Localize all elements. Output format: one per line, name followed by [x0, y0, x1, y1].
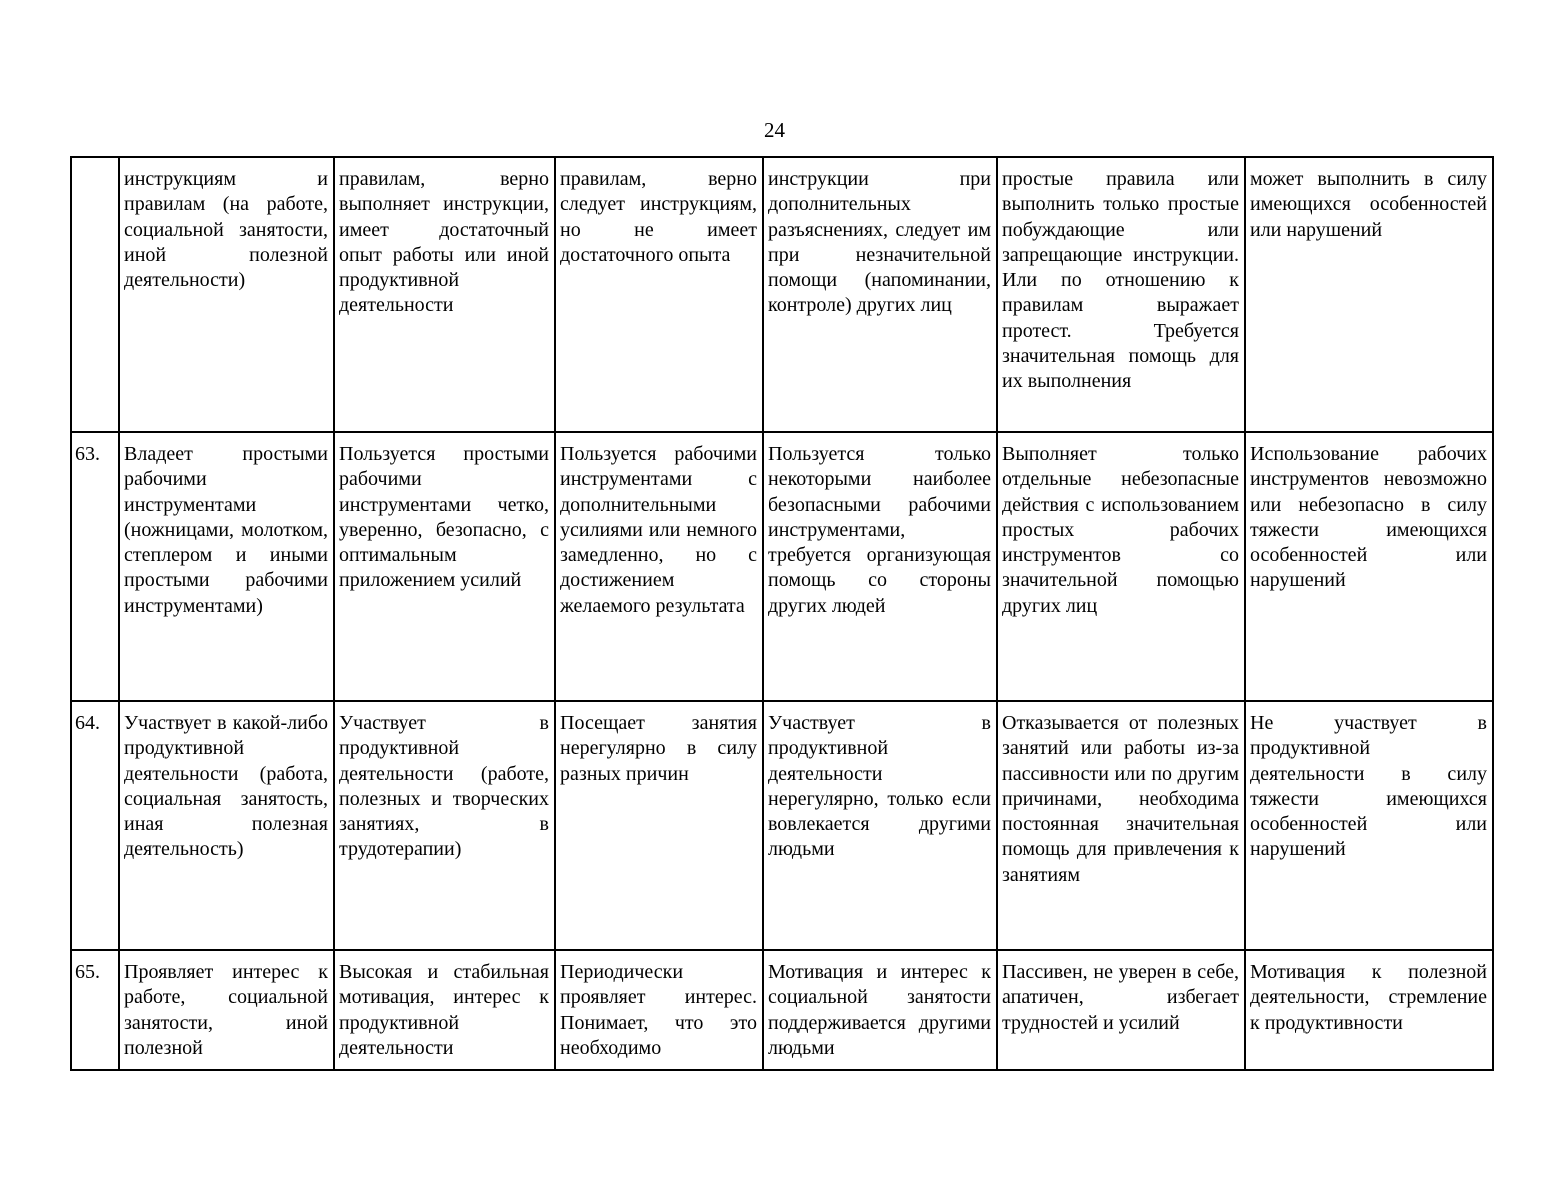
level-2-cell: Пользуется только некоторыми наиболее безопасными рабочими инструментами, требуется организующая помощь со стороны других людей — [763, 432, 997, 701]
level-4-cell: Мотивация к полезной деятельности, стремление к продуктивности — [1245, 950, 1493, 1070]
level-1-cell: правилам, верно следует инструкциям, но не имеет достаточного опыта — [555, 157, 763, 432]
page-number: 24 — [764, 118, 785, 142]
level-4-cell: Не участвует в продуктивной деятельности в силу тяжести имеющихся особенностей или нарушений — [1245, 701, 1493, 950]
table-row — [71, 432, 1493, 701]
criterion-cell: Владеет простыми рабочими инструментами (ножницами, молотком, степлером и иными простыми рабочими инструментами) — [119, 432, 334, 701]
level-3-cell: Отказывается от полезных занятий или работы из-за пассивности или по другим причинами, необходима постоянная значительная помощь для привлечения к занятиям — [997, 701, 1245, 950]
criterion-cell: инструкциям и правилам (на работе, социальной занятости, иной полезной деятельности) — [119, 157, 334, 432]
level-3-cell: простые правила или выполнить только простые побуждающие или запрещающие инструкции. Или по отношению к правилам выражает протест. Требуется значительная помощь для их выполнения — [997, 157, 1245, 432]
level-2-cell: Участвует в продуктивной деятельности нерегулярно, только если вовлекается другими людьми — [763, 701, 997, 950]
level-3-cell: Выполняет только отдельные небезопасные действия с использованием простых рабочих инструментов со значительной помощью других лиц — [997, 432, 1245, 701]
level-0-cell: правилам, верно выполняет инструкции, имеет достаточный опыт работы или иной продуктивной деятельности — [334, 157, 555, 432]
level-1-cell: Посещает занятия нерегулярно в силу разных причин — [555, 701, 763, 950]
level-2-cell: Мотивация и интерес к социальной занятости поддерживается другими людьми — [763, 950, 997, 1070]
level-0-cell: Пользуется простыми рабочими инструментами четко, уверенно, безопасно, с оптимальным приложением усилий — [334, 432, 555, 701]
level-2-cell: инструкции при дополнительных разъяснениях, следует им при незначительной помощи (напоминании, контроле) других лиц — [763, 157, 997, 432]
criterion-cell: Участвует в какой-либо продуктивной деятельности (работа, социальная занятость, иная полезная деятельность) — [119, 701, 334, 950]
level-0-cell: Участвует в продуктивной деятельности (работе, полезных и творческих занятиях, в трудотерапии) — [334, 701, 555, 950]
level-1-cell: Периодически проявляет интерес. Понимает, что это необходимо — [555, 950, 763, 1070]
criterion-cell: Проявляет интерес к работе, социальной занятости, иной полезной — [119, 950, 334, 1070]
table-row — [71, 701, 1493, 950]
level-0-cell: Высокая и стабильная мотивация, интерес к продуктивной деятельности — [334, 950, 555, 1070]
table-row — [71, 157, 1493, 432]
level-4-cell: Использование рабочих инструментов невозможно или небезопасно в силу тяжести имеющихся особенностей или нарушений — [1245, 432, 1493, 701]
row-number: 65. — [71, 950, 119, 1070]
row-number: 64. — [71, 701, 119, 950]
row-number — [71, 157, 119, 432]
table-row — [71, 950, 1493, 1070]
row-number: 63. — [71, 432, 119, 701]
level-3-cell: Пассивен, не уверен в себе, апатичен, избегает трудностей и усилий — [997, 950, 1245, 1070]
assessment-table — [70, 156, 1494, 1071]
level-1-cell: Пользуется рабочими инструментами с дополнительными усилиями или немного замедленно, но с достижением желаемого результата — [555, 432, 763, 701]
level-4-cell: может выполнить в силу имеющихся особенностей или нарушений — [1245, 157, 1493, 432]
